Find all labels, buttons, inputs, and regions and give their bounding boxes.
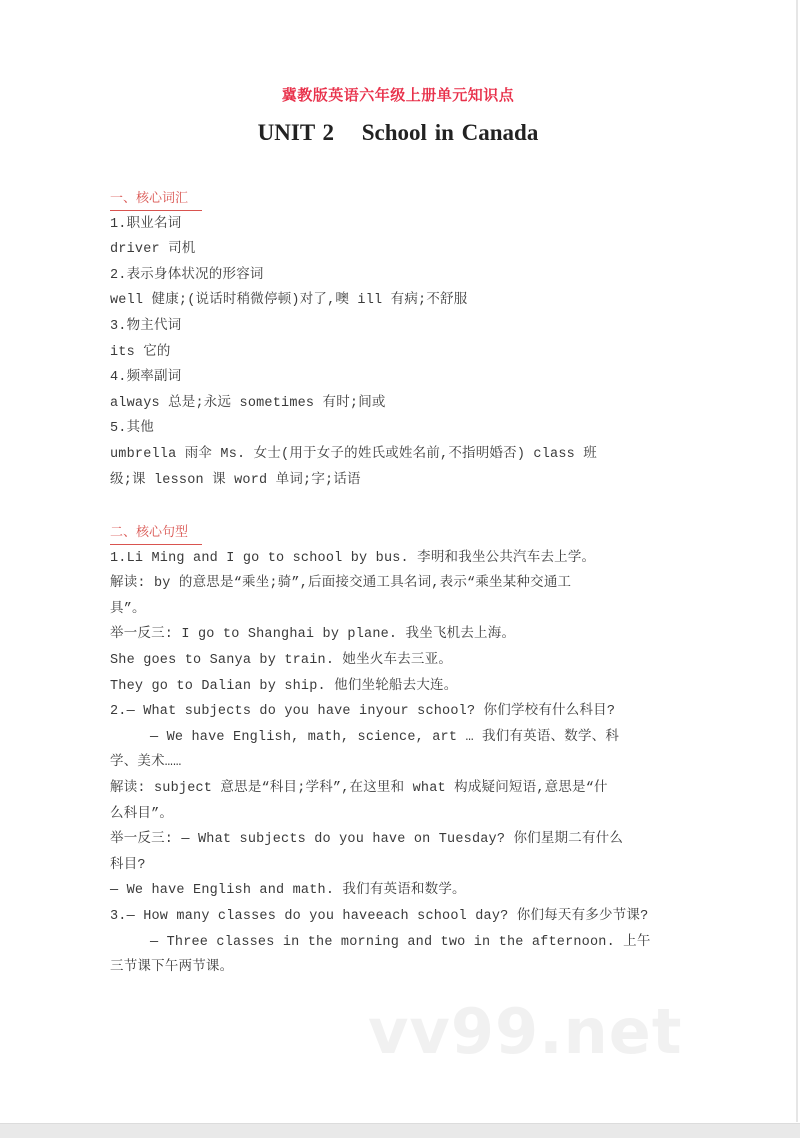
sentence-line: 2.— What subjects do you have inyour school? 你们学校有什么科目? bbox=[110, 704, 616, 720]
sentence-line: — Three classes in the morning and two in the afternoon. 上午 bbox=[150, 934, 651, 950]
unit-label: UNIT 2 bbox=[257, 120, 335, 145]
sentence-line: 三节课下午两节课。 bbox=[110, 960, 234, 976]
sentence-line: 学、美术…… bbox=[110, 755, 182, 771]
vocab-line: umbrella 雨伞 Ms. 女士(用于女子的姓氏或姓名前,不指明婚否) class 班 bbox=[110, 446, 597, 462]
explanation-line: 具”。 bbox=[110, 601, 146, 617]
example-line: 科目? bbox=[110, 857, 146, 873]
example-line: She goes to Sanya by train. 她坐火车去三亚。 bbox=[110, 652, 453, 668]
explanation-line: 么科目”。 bbox=[110, 806, 174, 822]
sentence-line: — We have English, math, science, art … 我们有英语、数学、科 bbox=[150, 729, 620, 745]
section-heading: 二、核心句型 bbox=[110, 522, 202, 545]
page-bottom-edge bbox=[0, 1123, 800, 1138]
document-subtitle: 冀教版英语六年级上册单元知识点 bbox=[281, 86, 515, 104]
document-title bbox=[0, 120, 796, 146]
example-line: — We have English and math. 我们有英语和数学。 bbox=[110, 883, 466, 899]
category-label: 4.频率副词 bbox=[110, 370, 182, 386]
vocab-line: driver 司机 bbox=[110, 242, 196, 258]
section-core-sentences bbox=[110, 520, 680, 981]
watermark: vv99.net bbox=[368, 995, 683, 1068]
category-label: 1.职业名词 bbox=[110, 216, 182, 232]
vocab-line: 级;课 lesson 课 word 单词;字;话语 bbox=[110, 472, 361, 488]
unit-title: School in Canada bbox=[361, 120, 539, 145]
example-line: 举一反三: I go to Shanghai by plane. 我坐飞机去上海。 bbox=[110, 627, 516, 643]
category-label: 2.表示身体状况的形容词 bbox=[110, 267, 264, 283]
section-core-vocabulary bbox=[110, 186, 680, 493]
example-line: 举一反三: — What subjects do you have on Tuesday? 你们星期二有什么 bbox=[110, 832, 624, 848]
example-line: They go to Dalian by ship. 他们坐轮船去大连。 bbox=[110, 678, 458, 694]
explanation-line: 解读: subject 意思是“科目;学科”,在这里和 what 构成疑问短语,意思是“什 bbox=[110, 780, 608, 796]
vocab-line: always 总是;永远 sometimes 有时;间或 bbox=[110, 395, 386, 411]
section-heading: 一、核心词汇 bbox=[110, 188, 202, 211]
sentence-line: 3.— How many classes do you haveeach school day? 你们每天有多少节课? bbox=[110, 908, 649, 924]
sentence-line: 1.Li Ming and I go to school by bus. 李明和我坐公共汽车去上学。 bbox=[110, 550, 596, 566]
vocab-line: its 它的 bbox=[110, 344, 171, 360]
vocab-line: well 健康;(说话时稍微停顿)对了,噢 ill 有病;不舒服 bbox=[110, 293, 468, 309]
category-label: 3.物主代词 bbox=[110, 318, 182, 334]
category-label: 5.其他 bbox=[110, 421, 155, 437]
explanation-line: 解读: by 的意思是“乘坐;骑”,后面接交通工具名词,表示“乘坐某种交通工 bbox=[110, 576, 572, 592]
